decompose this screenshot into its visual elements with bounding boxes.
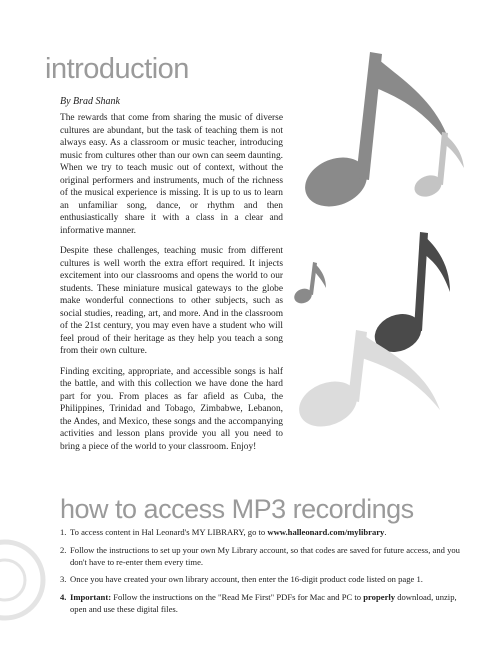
- mp3-section-title: how to access MP3 recordings: [60, 494, 414, 524]
- list-item: [60, 574, 475, 586]
- music-note-icon: [369, 232, 450, 359]
- paragraph: The rewards that come from sharing the music of diverse cultures are abundant, but the task of teaching them is not always easy. As a classroom or music teacher, introducing music from cultures other than our own can seem daunting. When we try to teach music out of context, without the original performers and instruments, much of the richness of the musical experience is missing. It is up to us to learn an unfamiliar song, dance, or rhythm and then enthusiastically share it with a class in a clear and informative manner.: [60, 113, 283, 236]
- important-label: Important:: [70, 592, 112, 603]
- step-number: 4.: [60, 592, 67, 603]
- music-note-icon: [292, 330, 440, 435]
- step-text: Follow the instructions on the "Read Me First" PDFs for Mac and PC to: [111, 592, 364, 603]
- list-item: [60, 527, 475, 539]
- library-url-link[interactable]: www.halleonard.com/mylibrary: [267, 527, 385, 537]
- music-note-icon: [292, 262, 326, 306]
- music-note-icon: [411, 132, 464, 201]
- mp3-steps-list: [60, 527, 475, 622]
- step-number: 1.: [60, 527, 67, 537]
- step-text: download, unzip, open and use these digital files.: [70, 592, 457, 614]
- paragraph: Despite these challenges, teaching music from different cultures is well worth the extra effort required. It injects excitement into our classrooms and opens the world to our students. These miniature musical gateways to the globe make wonderful connections to other subjects, such as social studies, reading, art, and more. And in the classroom of the 21st century, you may even have a student who will feel proud of their heritage as they help you teach a song from their own culture.: [60, 246, 283, 356]
- step-text: Once you have created your own library account, then enter the 16-digit product code listed on page 1.: [70, 574, 423, 585]
- step-text: Follow the instructions to set up your own My Library account, so that codes are saved for future access, and you don't have to re-enter them every time.: [70, 544, 460, 567]
- introduction-body: [60, 112, 283, 461]
- paragraph: Finding exciting, appropriate, and accessible songs is half the battle, and with this collection we have done the hard part for you. From places as far afield as Cuba, the Philippines, Trinidad and Tobago, Zimbabwe, Lebanon, the Andes, and Mexico, these songs and the accompanying activities and lesson plans provide you all you need to bring a piece of the world to your classroom. Enjoy!: [60, 366, 283, 452]
- step-text: To access content in Hal Leonard's MY LIBRARY, go to: [70, 527, 268, 537]
- step-number: 3.: [60, 574, 67, 585]
- emphasis-text: properly: [363, 592, 396, 603]
- list-item: [60, 592, 475, 616]
- byline: By Brad Shank: [60, 96, 120, 107]
- step-number: 2.: [60, 544, 67, 555]
- introduction-title: introduction: [45, 53, 189, 85]
- circle-ornament-icon: [0, 542, 43, 618]
- step-text: .: [384, 527, 387, 537]
- list-item: [60, 545, 475, 569]
